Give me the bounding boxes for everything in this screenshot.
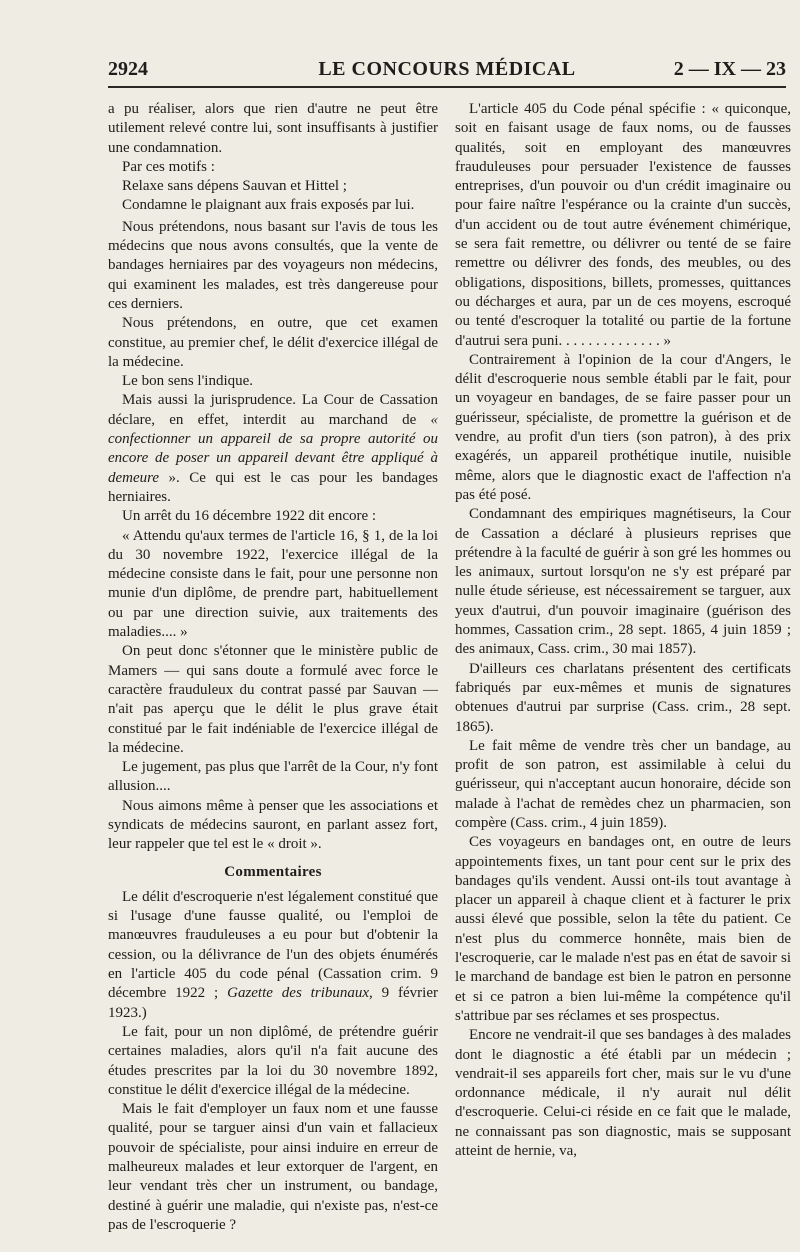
paragraph: Ces voyageurs en bandages ont, en outre de leurs appointements fixes, un tant pour cent sur le prix des bandages qu'ils vendent. Aussi ont-ils tout avantage à placer un appareil à chaque client et à facturer le prix aussi élevé que possible, selon la tête du patient. Ce n'est plus du commerce honnête, mais bien de l'escroquerie, car le malade n'est pas en état de savoir si le marchand de bandage est bien le patron en personne et si ce patron a bien lui-même la compétence qu'il s'attribue par ses réclames et ses prospectus.: [455, 834, 791, 1024]
section-title: Commentaires: [224, 863, 322, 880]
paragraph: Le fait même de vendre très cher un bandage, au profit de son patron, est assimilable à celui du guérisseur, qui n'acceptant aucun honoraire, décide son malade à l'achat de remèdes chez un pharmacien, son compère (Cass. crim., 4 juin 1859).: [455, 737, 791, 831]
paragraph: Relaxe sans dépens Sauvan et Hittel ;: [122, 178, 347, 195]
paragraph: Nous prétendons, en outre, que cet examen constitue, au premier chef, le délit d'exercice illégal de la médecine.: [108, 315, 438, 370]
paragraph: Contrairement à l'opinion de la cour d'Angers, le délit d'escroquerie nous semble établi par le fait, pour un voyageur en bandages, de se faire passer pour un guérisseur, spécialiste, de promettre la guérison et de vendre, au profit d'un tiers (son patron), à des prix exagérés, un appareil prothétique inutile, nuisible même, alors que le diagnostic exact de l'affection n'a pas été posé.: [455, 351, 791, 503]
issue-date: 2 — IX — 23: [673, 58, 786, 80]
page-header: [108, 52, 786, 88]
journal-title: LE CONCOURS MÉDICAL: [318, 58, 576, 80]
paragraph: [108, 888, 438, 1023]
right-column: [455, 100, 791, 1161]
citation-title: Gazette des tribunaux: [227, 985, 370, 1002]
text-run: Le délit d'escroquerie n'est légalement constitué que si l'usage d'une fausse qualité, ou l'emploi de manœuvres frauduleuses a eu pour but d'obtenir la cession, ou la délivrance de l'un des objets énumérés en l'article 405 du code pénal (Cassation crim. 9 décembre 1922 ;: [108, 888, 438, 1002]
paragraph: Un arrêt du 16 décembre 1922 dit encore :: [122, 508, 377, 525]
paragraph: Par ces motifs :: [122, 158, 215, 175]
text-run: ». Ce qui est le cas pour les bandages herniaires.: [108, 469, 438, 505]
text-run: , 9 février 1923.): [108, 985, 438, 1021]
quoted-text: « confectionner un appareil de sa propre autorité ou encore de poser un appareil devant être appliqué à demeure: [108, 411, 438, 486]
paragraph: Encore ne vendrait-il que ses bandages à des malades dont le diagnostic a été établi par un médecin ; vendrait-il ses appareils fort cher, mais sur le vu d'une ordonnance médicale, il n'y aurait nul délit d'escroquerie. Celui-ci réside en ce fait que le malade, ne connaissant pas son diagnostic, mais se supposant atteint de hernie, va,: [455, 1027, 791, 1160]
paragraph: « Attendu qu'aux termes de l'article 16, § 1, de la loi du 30 novembre 1922, l'exercice illégal de la médecine consiste dans le fait, pour une personne non munie d'un diplôme, de prendre part, habituellement ou par une direction suivie, aux traitements des maladies.... »: [108, 527, 438, 641]
paragraph: Mais le fait d'employer un faux nom et une fausse qualité, pour se targuer ainsi d'un vain et fallacieux pouvoir de spécialiste, pour ainsi induire en erreur de malheureux malades et leur extorquer de l'argent, en leur vendant très cher un instrument, ou bandage, destiné à guérir une maladie, qui n'existe pas, n'est-ce pas de l'escroquerie ?: [108, 1101, 438, 1233]
text-run: Mais aussi la jurisprudence. La Cour de Cassation déclare, en effet, interdit au marchand de: [108, 392, 438, 428]
paragraph: a pu réaliser, alors que rien d'autre ne peut être utilement relevé contre lui, sont insuffisants à justifier une condamnation.: [108, 101, 438, 156]
paragraph: [108, 391, 438, 507]
paragraph: Le jugement, pas plus que l'arrêt de la Cour, n'y font allusion....: [108, 759, 438, 795]
paragraph: Condamnant des empiriques magnétiseurs, la Cour de Cassation a déclaré à plusieurs reprises que prétendre à la faculté de guérir à son gré les hommes ou les animaux, surtout lorsqu'on ne s'y est préparé par nulle étude sérieuse, est nécessairement se targuer, aux yeux d'autrui, d'un pouvoir imaginaire (guérison des hommes, Cassation crim., 28 sept. 1865, 4 juin 1859 ; des animaux, Cass. crim., 30 mai 1857).: [455, 506, 791, 658]
left-column: [108, 100, 438, 1235]
paragraph: L'article 405 du Code pénal spécifie : « quiconque, soit en faisant usage de faux noms, ou de fausses qualités, soit en employant des manœuvres frauduleuses pour persuader l'existence de fausses entreprises, d'un pouvoir ou d'un crédit imaginaire ou pour faire naître l'espérance ou la crainte d'un succès, d'un accident ou de tout autre événement chimérique, se sera fait remettre, ou délivrer ou tenté de se faire remettre ou délivrer des fonds, des meubles, ou des obligations, dispositions, billets, promesses, quittances ou décharges et aura, par un de ces moyens, escroqué ou tenté d'escroquer la totalité ou partie de la fortune d'autrui sera puni. . . . . . . . . . . . . . »: [455, 101, 791, 349]
paragraph: Condamne le plaignant aux frais exposés par lui.: [122, 197, 415, 214]
paragraph: Nous aimons même à penser que les associations et syndicats de médecins sauront, en parlant assez fort, leur rappeler que tel est le « droit ».: [108, 797, 438, 853]
paragraph: Le bon sens l'indique.: [122, 373, 254, 390]
paragraph: On peut donc s'étonner que le ministère public de Mamers — qui sans doute a formulé avec force le caractère frauduleux du contrat passé par Sauvan — n'ait pas aperçu que le délit le plus grave était constitué par le fait indéniable de l'exercice illégal de la médecine.: [108, 643, 438, 756]
paragraph: Nous prétendons, nous basant sur l'avis de tous les médecins que nous avons consultés, que la vente de bandages herniaires par des voyageurs non médecins, qui examinent les malades, est très dangereuse pour ces derniers.: [108, 218, 438, 312]
paragraph: Le fait, pour un non diplômé, de prétendre guérir certaines maladies, alors qu'il n'a fait aucune des études prescrites par la loi du 30 novembre 1892, constitue le délit d'exercice illégal de la médecine.: [108, 1023, 438, 1098]
page-number: 2924: [108, 58, 148, 80]
paragraph: D'ailleurs ces charlatans présentent des certificats fabriqués par eux-mêmes et munis de signatures obtenues d'autrui par surprise (Cass. crim., 28 sept. 1865).: [455, 660, 791, 735]
